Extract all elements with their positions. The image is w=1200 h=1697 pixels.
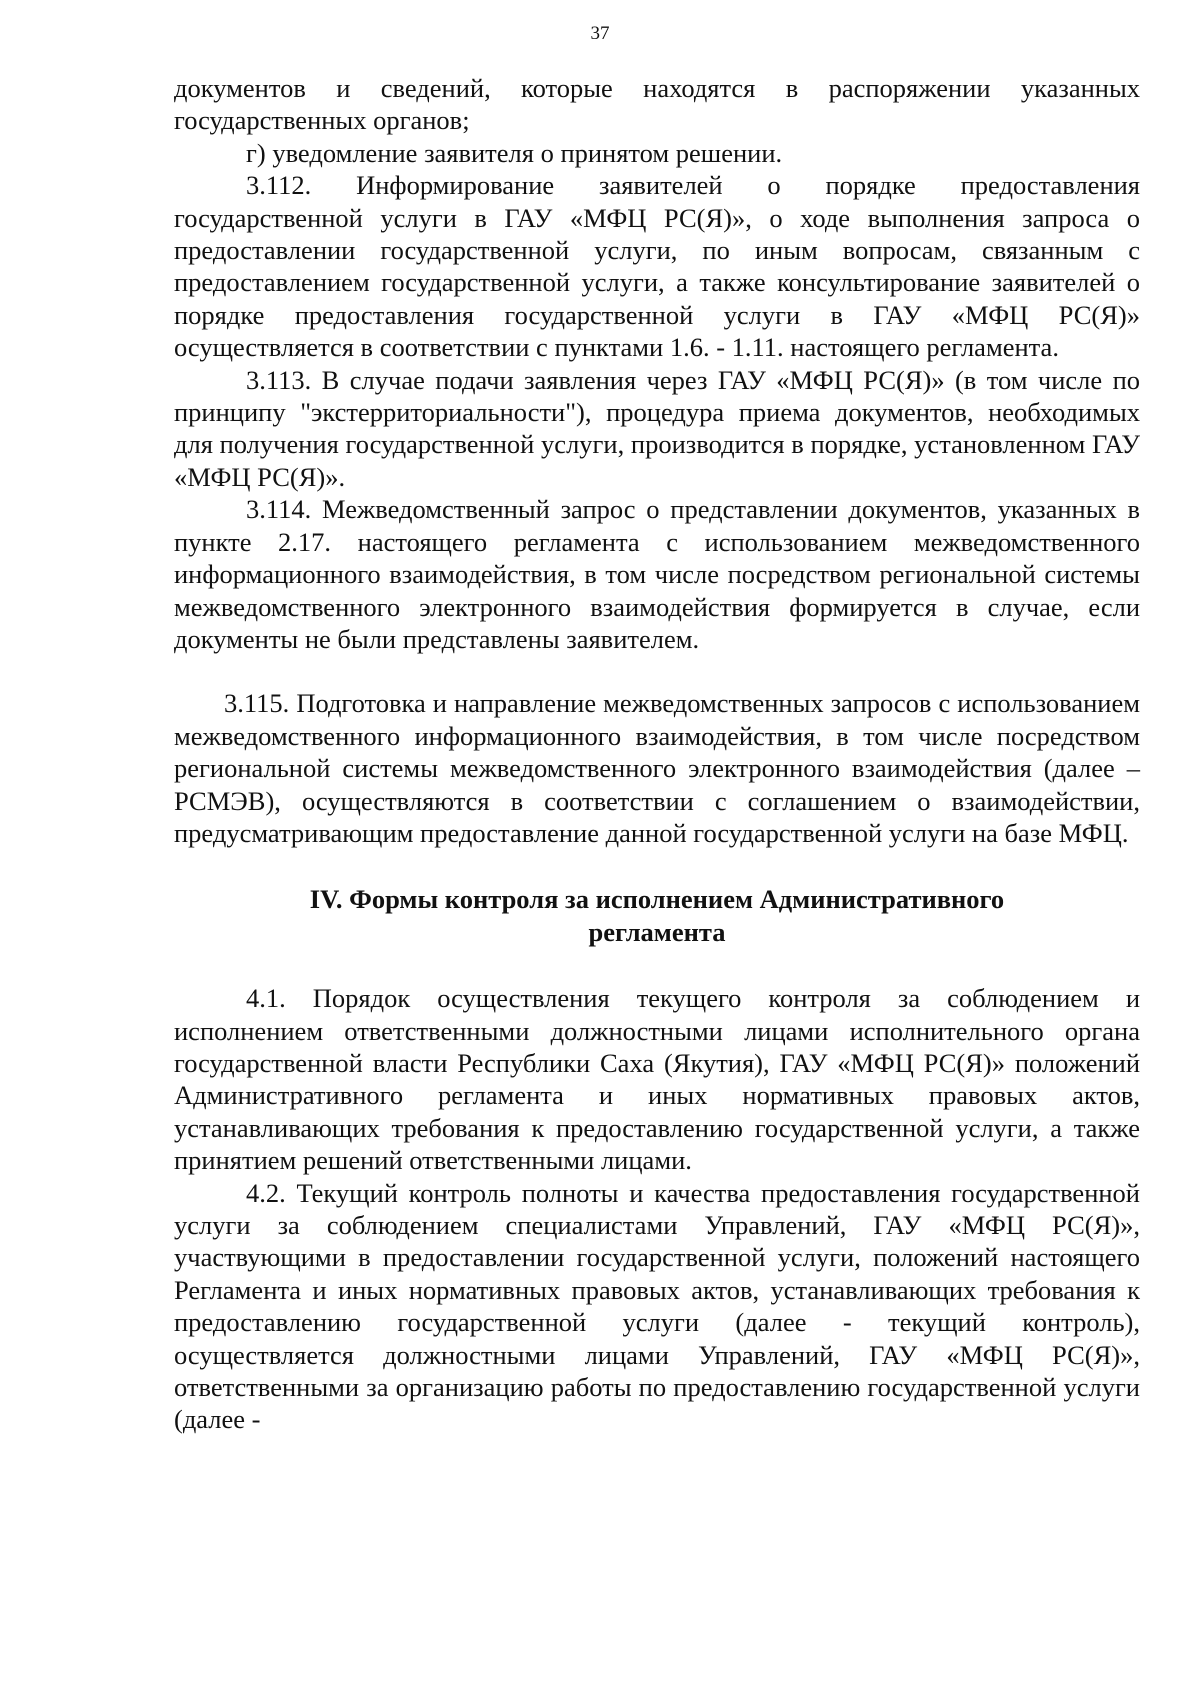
paragraph-3-112: 3.112. Информирование заявителей о порядке предоставления государственной услуги в ГАУ «МФЦ РС(Я)», о ходе выполнения запроса о предоставлении государственной услуги, по иным вопросам, связанным с предоставлением государственной услуги, а также консультирование заявителей о порядке предоставления государственной услуги в ГАУ «МФЦ РС(Я)» осуществляется в соответствии с пунктами 1.6. - 1.11. настоящего регламента. [174,170,1140,363]
document-body [174,72,1140,1436]
paragraph-4-2: 4.2. Текущий контроль полноты и качества предоставления государственной услуги за соблюдением специалистами Управлений, ГАУ «МФЦ РС(Я)», участвующими в предоставлении государственной услуги, положений настоящего Регламента и иных нормативных правовых актов, устанавливающих требования к предоставлению государственной услуги (далее - текущий контроль), осуществляется должностными лицами Управлений, ГАУ «МФЦ РС(Я)», ответственными за организацию работы по предоставлению государственной услуги (далее - [174,1177,1140,1435]
paragraph-4-1: 4.1. Порядок осуществления текущего контроля за соблюдением и исполнением ответственными должностными лицами исполнительного органа государственной власти Республики Саха (Якутия), ГАУ «МФЦ РС(Я)» положений Административного регламента и иных нормативных правовых актов, устанавливающих требования к предоставлению государственной услуги, а также принятием решений ответственными лицами. [174,983,1140,1176]
section-heading-line-1: IV. Формы контроля за исполнением Административного [309,884,1005,915]
paragraph-3-114: 3.114. Межведомственный запрос о представлении документов, указанных в пункте 2.17. настоящего регламента с использованием межведомственного информационного взаимодействия, в том числе посредством региональной системы межведомственного электронного взаимодействия формируется в случае, если документы не были представлены заявителем. [174,494,1140,654]
section-heading-line-2: регламента [588,916,726,947]
paragraph-continuation: документов и сведений, которые находятся в распоряжении указанных государственных органов; [174,73,1140,136]
page-number: 37 [590,23,610,44]
section-heading-iv [174,883,1140,948]
paragraph-3-115: 3.115. Подготовка и направление межведомственных запросов с использованием межведомственного информационного взаимодействия, в том числе посредством региональной системы межведомственного электронного взаимодействия (далее – РСМЭВ), осуществляются в соответствии с соглашением о взаимодействии, предусматривающим предоставление данной государственной услуги на базе МФЦ. [174,688,1140,848]
paragraph-item-g: г) уведомление заявителя о принятом решении. [246,137,783,168]
paragraph-3-113: 3.113. В случае подачи заявления через ГАУ «МФЦ РС(Я)» (в том числе по принципу "экстерриториальности"), процедура приема документов, необходимых для получения государственной услуги, производится в порядке, установленном ГАУ «МФЦ РС(Я)». [174,364,1140,492]
